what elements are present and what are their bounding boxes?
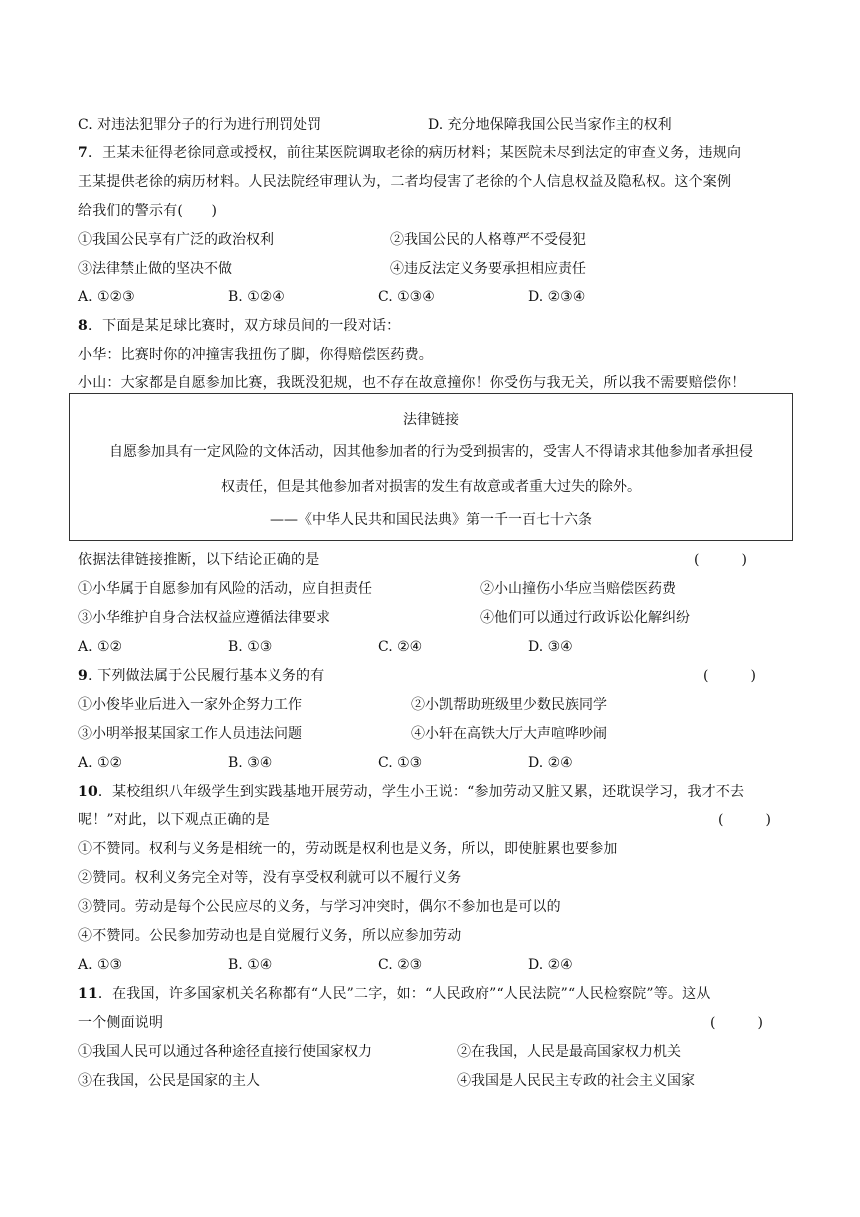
q10-statement-1: ①不赞同。权利与义务是相统一的，劳动既是权利也是义务，所以，即使脏累也要参加 bbox=[78, 841, 618, 857]
q7-number: 7 bbox=[78, 145, 88, 161]
q8-statement-3: ③小华维护自身合法权益应遵循法律要求 bbox=[78, 610, 330, 626]
q10-choice-a: A. ①③ bbox=[78, 957, 123, 973]
q7-stem-line3: 给我们的警示有( ) bbox=[78, 203, 218, 219]
q7-stem-line1 bbox=[78, 143, 741, 163]
q8-statement-1: ①小华属于自愿参加有风险的活动，应自担责任 bbox=[78, 581, 372, 597]
q8-stem bbox=[78, 316, 400, 336]
q11-statement-1: ①我国人民可以通过各种途径直接行使国家权力 bbox=[78, 1044, 372, 1060]
q8-choice-b: B. ①③ bbox=[228, 639, 273, 655]
q7-statement-3: ③法律禁止做的坚决不做 bbox=[78, 261, 232, 277]
q9-choice-d: D. ②④ bbox=[528, 755, 573, 771]
q6-option-d: D. 充分地保障我国公民当家作主的权利 bbox=[428, 117, 672, 133]
q8-choice-a: A. ①② bbox=[78, 639, 123, 655]
q9-choice-c: C. ①③ bbox=[378, 755, 423, 771]
q11-stem-line2: 一个侧面说明 bbox=[78, 1015, 164, 1031]
q8-number: 8 bbox=[78, 318, 88, 334]
law-link-source: ——《中华人民共和国民法典》第一千一百七十六条 bbox=[270, 512, 592, 528]
q9-stem bbox=[78, 666, 324, 686]
q8-question: 依据法律链接推断，以下结论正确的是 bbox=[78, 552, 320, 568]
q8-dialogue-xiaohua: 小华：比赛时你的冲撞害我扭伤了脚，你得赔偿医药费。 bbox=[78, 347, 433, 363]
q11-statement-3: ③在我国，公民是国家的主人 bbox=[78, 1073, 260, 1089]
law-link-text-line2: 权责任，但是其他参加者对损害的发生有故意或者重大过失的除外。 bbox=[221, 479, 641, 495]
q10-choice-b: B. ①④ bbox=[228, 957, 273, 973]
q10-number: 10 bbox=[78, 784, 98, 800]
q11-statement-2: ②在我国，人民是最高国家权力机关 bbox=[457, 1044, 681, 1060]
law-link-title: 法律链接 bbox=[403, 412, 459, 428]
q10-choice-d: D. ②④ bbox=[528, 957, 573, 973]
q8-choice-c: C. ②④ bbox=[378, 639, 423, 655]
q7-statement-1: ①我国公民享有广泛的政治权利 bbox=[78, 232, 274, 248]
q10-statement-4: ④不赞同。公民参加劳动也是自觉履行义务，所以应参加劳动 bbox=[78, 928, 462, 944]
law-link-box bbox=[69, 393, 793, 541]
q7-statement-2: ②我国公民的人格尊严不受侵犯 bbox=[390, 232, 586, 248]
q9-answer-paren: ( ) bbox=[703, 668, 756, 684]
q11-stem-text1: ．在我国，许多国家机关名称都有“人民”二字，如：“人民政府”“人民法院”“人民检察院”等。这从 bbox=[97, 986, 711, 1002]
q9-statement-2: ②小凯帮助班级里少数民族同学 bbox=[411, 697, 607, 713]
q8-statement-2: ②小山撞伤小华应当赔偿医药费 bbox=[480, 581, 676, 597]
q10-stem-line1 bbox=[78, 782, 744, 802]
q8-statement-4: ④他们可以通过行政诉讼化解纠纷 bbox=[480, 610, 690, 626]
q8-answer-paren: ( ) bbox=[694, 552, 747, 568]
q11-number: 11 bbox=[78, 986, 98, 1002]
q7-choice-c: C. ①③④ bbox=[378, 289, 435, 305]
q11-stem-line1 bbox=[78, 984, 711, 1004]
q9-statement-3: ③小明举报某国家工作人员违法问题 bbox=[78, 726, 302, 742]
q7-stem-line2: 王某提供老徐的病历材料。人民法院经审理认为，二者均侵害了老徐的个人信息权益及隐私权。这个案例 bbox=[78, 174, 732, 190]
q11-answer-paren: ( ) bbox=[710, 1015, 763, 1031]
q9-statement-1: ①小俊毕业后进入一家外企努力工作 bbox=[78, 697, 302, 713]
q8-stem-text: ．下面是某足球比赛时，双方球员间的一段对话： bbox=[87, 318, 401, 334]
q10-statement-3: ③赞同。劳动是每个公民应尽的义务，与学习冲突时，偶尔不参加也是可以的 bbox=[78, 899, 561, 915]
q8-dialogue-xiaoshan: 小山：大家都是自愿参加比赛，我既没犯规，也不存在故意撞你！你受伤与我无关，所以我不需要赔偿你！ bbox=[78, 375, 746, 391]
q11-statement-4: ④我国是人民民主专政的社会主义国家 bbox=[457, 1073, 695, 1089]
q8-choice-d: D. ③④ bbox=[528, 639, 573, 655]
q7-choice-d: D. ②③④ bbox=[528, 289, 586, 305]
q7-statement-4: ④违反法定义务要承担相应责任 bbox=[390, 261, 586, 277]
q10-stem-line2: 呢！”对此，以下观点正确的是 bbox=[78, 812, 270, 828]
q10-stem-text1: ．某校组织八年级学生到实践基地开展劳动，学生小王说：“参加劳动又脏又累，还耽误学习，我才不去 bbox=[97, 784, 745, 800]
q9-stem-text: . 下列做法属于公民履行基本义务的有 bbox=[87, 668, 325, 684]
q10-statement-2: ②赞同。权利义务完全对等，没有享受权利就可以不履行义务 bbox=[78, 870, 462, 886]
q10-answer-paren: ( ) bbox=[718, 812, 771, 828]
q10-choice-c: C. ②③ bbox=[378, 957, 423, 973]
q7-choice-a: A. ①②③ bbox=[78, 289, 135, 305]
q9-statement-4: ④小轩在高铁大厅大声喧哗吵闹 bbox=[411, 726, 607, 742]
law-link-text-line1: 自愿参加具有一定风险的文体活动，因其他参加者的行为受到损害的，受害人不得请求其他参加者承担侵 bbox=[109, 444, 753, 460]
q7-stem-text1: ．王某未征得老徐同意或授权，前往某医院调取老徐的病历材料；某医院未尽到法定的审查义务，违规向 bbox=[87, 145, 742, 161]
q9-choice-b: B. ③④ bbox=[228, 755, 273, 771]
q9-choice-a: A. ①② bbox=[78, 755, 123, 771]
q6-option-c: C. 对违法犯罪分子的行为进行刑罚处罚 bbox=[78, 117, 322, 133]
q9-number: 9 bbox=[78, 668, 88, 684]
q7-choice-b: B. ①②④ bbox=[228, 289, 285, 305]
